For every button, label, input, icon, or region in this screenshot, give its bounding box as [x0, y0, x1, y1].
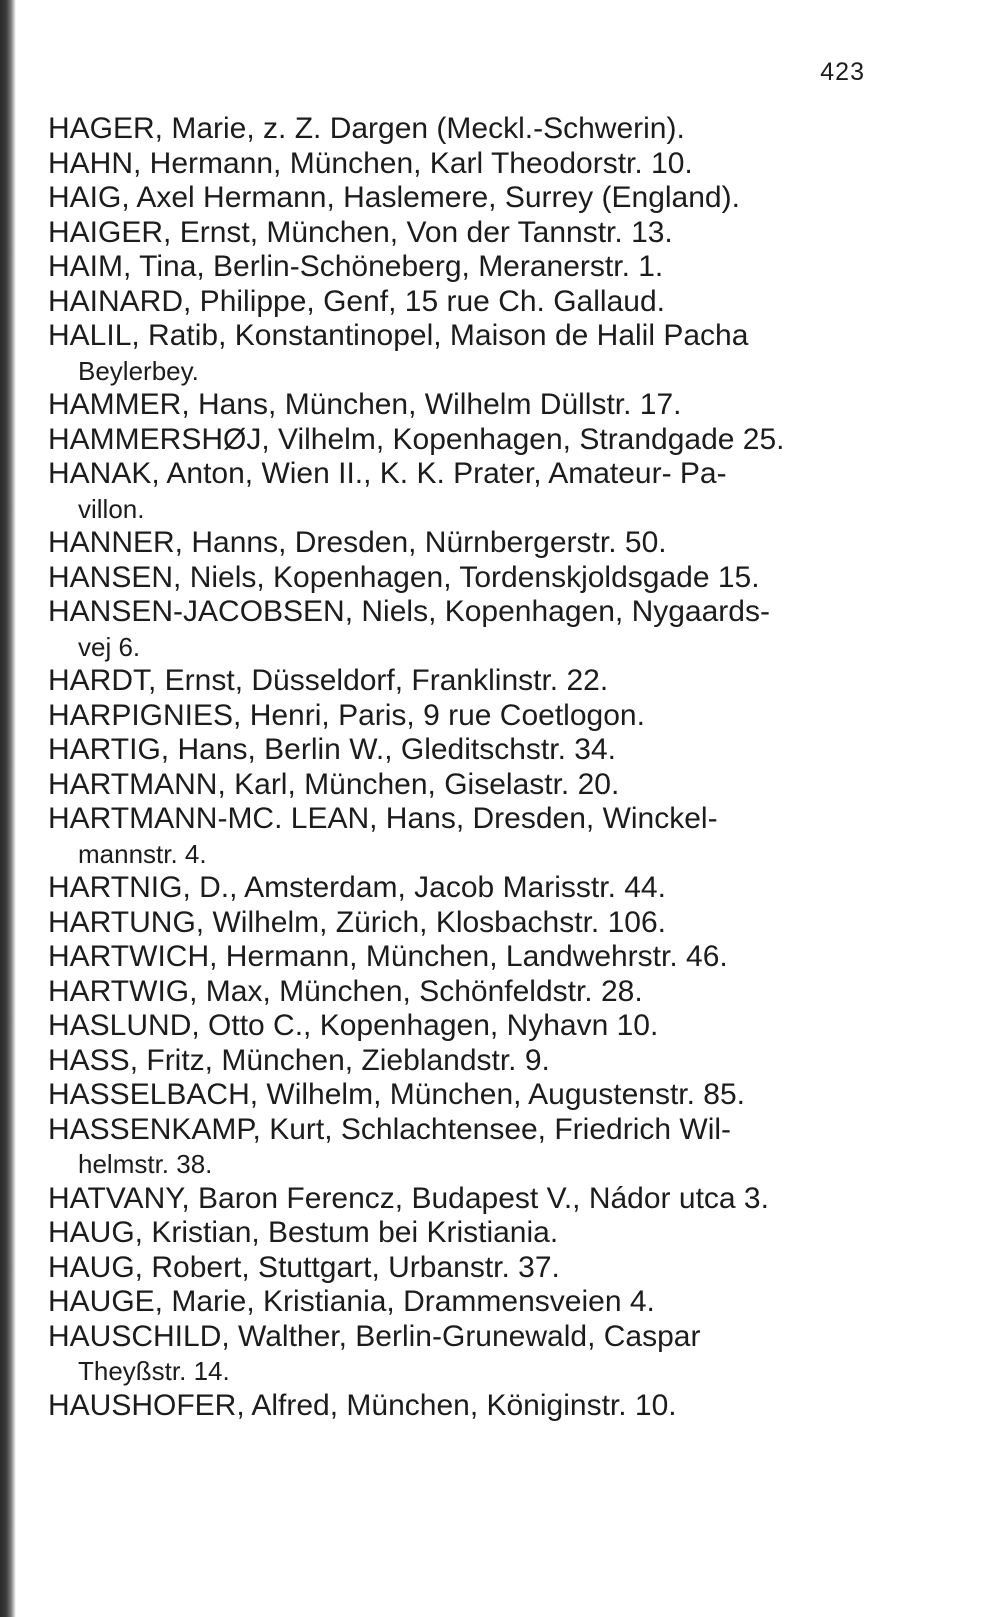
directory-entry [48, 975, 878, 1010]
page-number: 423 [820, 58, 865, 86]
entry-text: HAUG, Robert, Stuttgart, Urbanstr. 37. [48, 1250, 560, 1284]
directory-entry [48, 216, 878, 251]
directory-entry [48, 1320, 878, 1389]
directory-entry [48, 285, 878, 320]
directory-entry [48, 250, 878, 285]
entry-text: HAMMERSHØJ, Vilhelm, Kopenhagen, Strandgade 25. [48, 422, 785, 456]
directory-entry [48, 906, 878, 941]
directory-entry [48, 388, 878, 423]
entry-text: HARTMANN-MC. LEAN, Hans, Dresden, Winckel- [48, 802, 718, 835]
entry-text: HAHN, Hermann, München, Karl Theodorstr. 10. [48, 146, 693, 180]
directory-entry [48, 526, 878, 561]
entry-continuation: mannstr. 4. [78, 838, 207, 869]
entry-text: HAIGER, Ernst, München, Von der Tannstr. 13. [48, 215, 673, 249]
directory-entry [48, 699, 878, 734]
entry-text: HARTWICH, Hermann, München, Landwehrstr. 46. [48, 940, 728, 973]
directory-entry [48, 1009, 878, 1044]
directory-entries [48, 112, 878, 1423]
directory-entry [48, 423, 878, 458]
entry-continuation: villon. [78, 493, 145, 524]
entry-text: HASS, Fritz, München, Zieblandstr. 9. [48, 1043, 550, 1077]
entry-text: HAUSCHILD, Walther, Berlin-Grunewald, Caspar [48, 1319, 701, 1353]
entry-continuation: Theyßstr. 14. [78, 1356, 230, 1386]
entry-continuation: Beylerbey. [78, 355, 199, 386]
directory-entry [48, 561, 878, 596]
entry-text: HANSEN-JACOBSEN, Niels, Kopenhagen, Nygaards- [48, 595, 770, 628]
entry-text: HAMMER, Hans, München, Wilhelm Düllstr. 17. [48, 388, 682, 421]
entry-text: HAGER, Marie, z. Z. Dargen (Meckl.-Schwerin). [48, 112, 685, 145]
directory-entry [48, 940, 878, 975]
entry-text: HARTUNG, Wilhelm, Zürich, Klosbachstr. 106. [48, 905, 666, 939]
directory-entry [48, 1113, 878, 1182]
directory-entry [48, 181, 878, 216]
entry-text: HARTIG, Hans, Berlin W., Gleditschstr. 34. [48, 733, 616, 766]
directory-entry [48, 1389, 878, 1424]
directory-entry [48, 733, 878, 768]
directory-entry [48, 147, 878, 182]
entry-text: HAUG, Kristian, Bestum bei Kristiania. [48, 1216, 559, 1249]
entry-text: HANSEN, Niels, Kopenhagen, Tordenskjoldsgade 15. [48, 560, 760, 594]
entry-text: HANNER, Hanns, Dresden, Nürnbergerstr. 50. [48, 526, 667, 559]
entry-text: HARTWIG, Max, München, Schönfeldstr. 28. [48, 974, 643, 1008]
entry-text: HAINARD, Philippe, Genf, 15 rue Ch. Gallaud. [48, 284, 665, 318]
directory-entry [48, 595, 878, 664]
directory-entry [48, 1182, 878, 1217]
directory-entry [48, 768, 878, 803]
directory-entry [48, 1078, 878, 1113]
entry-text: HALIL, Ratib, Konstantinopel, Maison de Halil Pacha [48, 319, 749, 352]
directory-entry [48, 1216, 878, 1251]
directory-entry [48, 1044, 878, 1079]
directory-entry [48, 1251, 878, 1286]
entry-text: HAIM, Tina, Berlin-Schöneberg, Meranerstr. 1. [48, 250, 664, 283]
directory-entry [48, 1285, 878, 1320]
directory-entry [48, 871, 878, 906]
directory-entry [48, 802, 878, 871]
directory-entry [48, 112, 878, 147]
entry-continuation: helmstr. 38. [78, 1149, 213, 1179]
entry-text: HAIG, Axel Hermann, Haslemere, Surrey (England). [48, 181, 740, 214]
directory-entry [48, 664, 878, 699]
entry-text: HARDT, Ernst, Düsseldorf, Franklinstr. 22. [48, 664, 609, 697]
entry-text: HARTMANN, Karl, München, Giselastr. 20. [48, 767, 620, 801]
entry-continuation: vej 6. [78, 631, 141, 662]
entry-text: HASSELBACH, Wilhelm, München, Augustenstr. 85. [48, 1078, 745, 1111]
page-binding-edge [0, 0, 16, 1617]
entry-text: HASLUND, Otto C., Kopenhagen, Nyhavn 10. [48, 1009, 659, 1042]
entry-text: HARPIGNIES, Henri, Paris, 9 rue Coetlogon. [48, 698, 645, 732]
entry-text: HAUGE, Marie, Kristiania, Drammensveien 4. [48, 1285, 655, 1318]
entry-text: HAUSHOFER, Alfred, München, Königinstr. 10. [48, 1388, 677, 1422]
entry-text: HANAK, Anton, Wien II., K. K. Prater, Amateur- Pa- [48, 457, 727, 490]
entry-text: HASSENKAMP, Kurt, Schlachtensee, Friedrich Wil- [48, 1112, 732, 1146]
entry-text: HARTNIG, D., Amsterdam, Jacob Marisstr. 44. [48, 871, 666, 904]
directory-entry [48, 319, 878, 388]
entry-text: HATVANY, Baron Ferencz, Budapest V., Nádor utca 3. [48, 1181, 769, 1215]
directory-entry [48, 457, 878, 526]
